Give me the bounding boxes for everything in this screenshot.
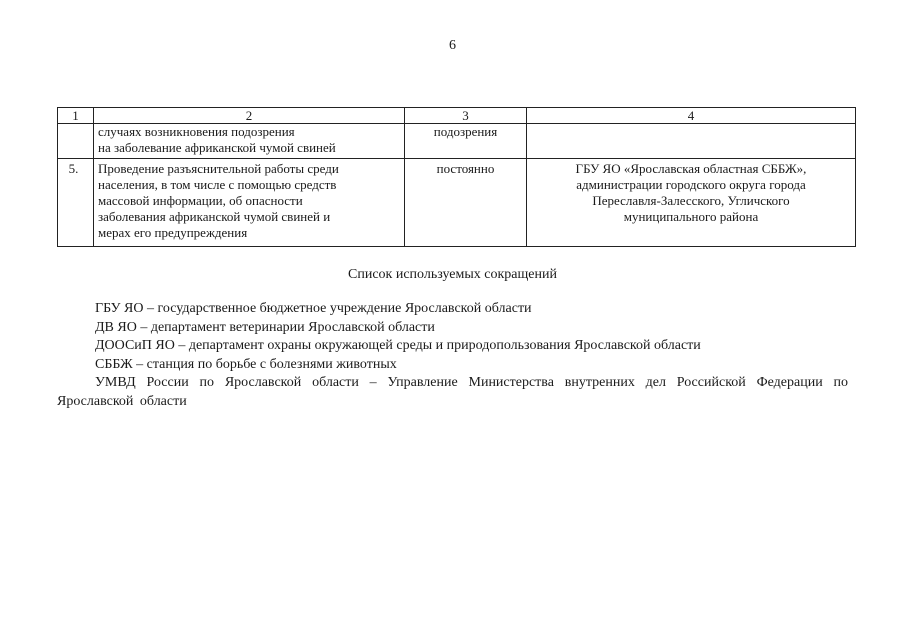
row-number-cell (58, 124, 94, 159)
responsible-line: администрации городского округа города (576, 177, 806, 192)
activity-line: случаях возникновения подозрения (98, 124, 295, 139)
activity-line: заболевания африканской чумой свиней и (98, 209, 331, 224)
abbreviation-item: СББЖ – станция по борьбе с болезнями животных (95, 356, 397, 372)
abbreviations-title: Список используемых сокращений (348, 267, 557, 282)
activity-line: населения, в том числе с помощью средств (98, 177, 337, 192)
abbreviation-item: ДВ ЯО – департамент ветеринарии Ярославской области (95, 319, 435, 335)
page-number: 6 (449, 38, 456, 53)
abbreviation-item: ГБУ ЯО – государственное бюджетное учреждение Ярославской области (95, 301, 532, 316)
abbreviations-list (57, 300, 848, 411)
abbreviation-item: УМВД России по Ярославской области – Управление Министерства внутренних дел Российской Федерации по Ярославской области (57, 375, 848, 409)
term-cell: постоянно (405, 159, 527, 247)
activity-line: на заболевание африканской чумой свиней (98, 140, 336, 155)
activity-cell (94, 159, 405, 247)
table-row (58, 159, 856, 247)
responsible-line: ГБУ ЯО «Ярославская областная СББЖ», (575, 161, 807, 176)
term-cell: подозрения (405, 124, 527, 159)
table-row (58, 124, 856, 159)
activity-line: мерах его предупреждения (98, 225, 248, 240)
table-header-row (58, 108, 856, 124)
responsible-cell (527, 124, 856, 159)
abbreviation-item: ДООСиП ЯО – департамент охраны окружающей среды и природопользования Ярославской области (95, 338, 701, 353)
measures-table (57, 107, 856, 247)
header-cell-4: 4 (527, 108, 856, 124)
activity-line: массовой информации, об опасности (98, 193, 303, 208)
responsible-cell (527, 159, 856, 247)
responsible-line: Переславля-Залесского, Угличского (592, 193, 790, 208)
header-cell-1: 1 (58, 108, 94, 124)
activity-line: Проведение разъяснительной работы среди (98, 161, 339, 176)
activity-cell (94, 124, 405, 159)
header-cell-3: 3 (405, 108, 527, 124)
responsible-line: муниципального района (623, 209, 759, 224)
row-number-cell: 5. (58, 159, 94, 247)
header-cell-2: 2 (94, 108, 405, 124)
